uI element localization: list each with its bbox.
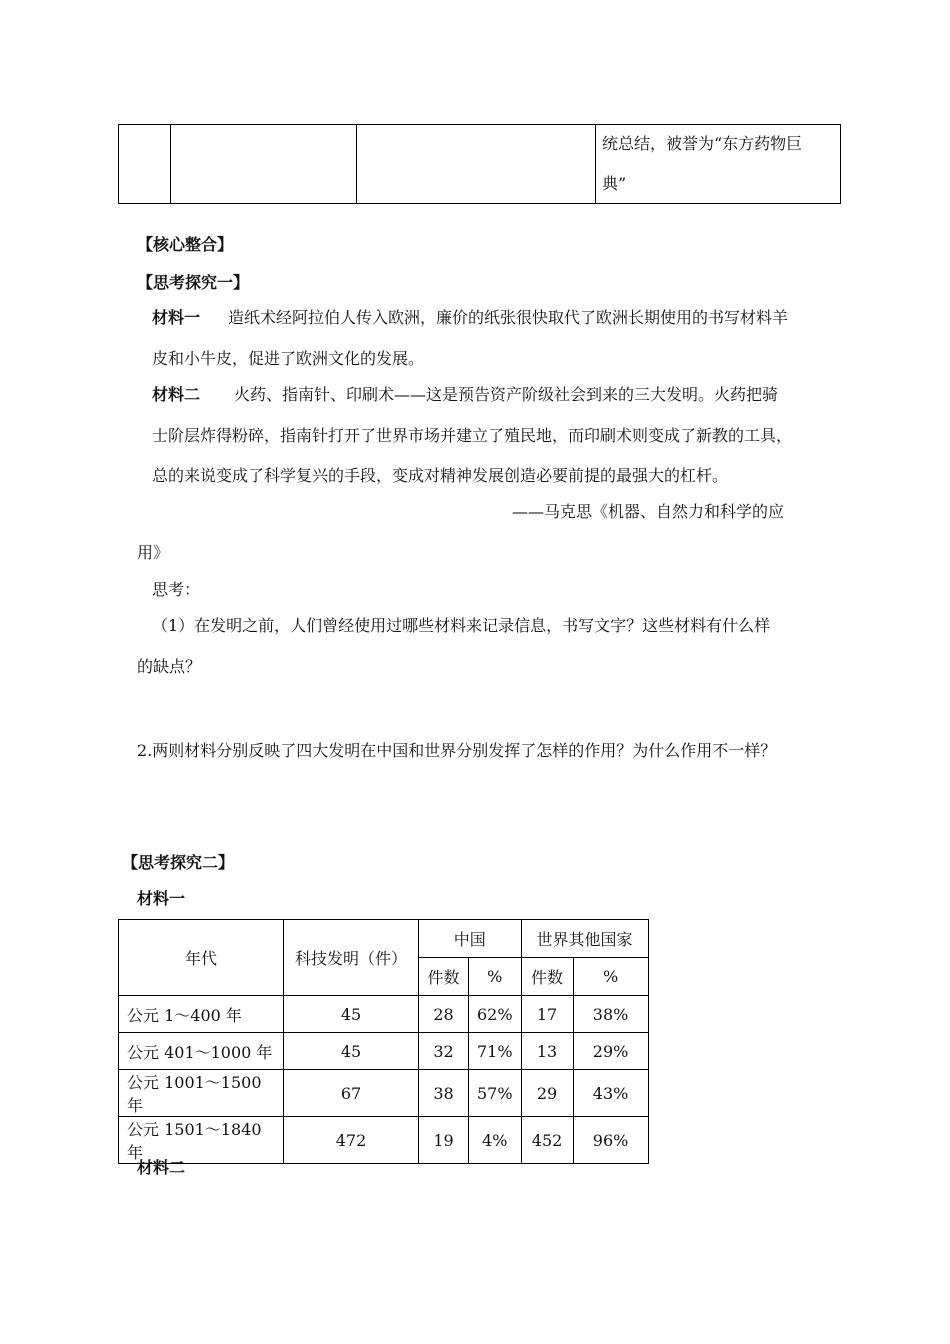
- material2-label: 材料二: [152, 385, 201, 404]
- question-1-cont: 的缺点？: [137, 657, 202, 676]
- material1-text-line: 皮和小牛皮，促进了欧洲文化的发展。: [152, 349, 425, 368]
- era-cell: 公元 1001～1500 年: [119, 1070, 284, 1117]
- total-cell: 45: [284, 1033, 419, 1070]
- quote-source-cont: 用》: [137, 543, 170, 562]
- table-row: [119, 1117, 649, 1164]
- china-count-cell: 28: [419, 996, 469, 1033]
- china-percent-cell: 71%: [469, 1033, 522, 1070]
- table-row: [119, 1070, 649, 1117]
- others-count-cell: 13: [521, 1033, 573, 1070]
- material1-text-line: 造纸术经阿拉伯人传入欧洲，廉价的纸张很快取代了欧洲长期使用的书写材料羊: [228, 308, 789, 327]
- others-percent-cell: 43%: [573, 1070, 648, 1117]
- others-count-cell: 452: [521, 1117, 573, 1164]
- others-percent-cell: 96%: [573, 1117, 648, 1164]
- others-percent-cell: 29%: [573, 1033, 648, 1070]
- header-percent: %: [469, 958, 522, 996]
- header-count: 件数: [419, 958, 469, 996]
- material-one-label: 材料一: [137, 889, 186, 908]
- table-row: [119, 996, 649, 1033]
- total-cell: 45: [284, 996, 419, 1033]
- think-label: 思考：: [152, 580, 201, 599]
- others-percent-cell: 38%: [573, 996, 648, 1033]
- others-count-cell: 17: [521, 996, 573, 1033]
- core-heading: 【核心整合】: [137, 235, 234, 254]
- continued-cell-text: [602, 124, 832, 204]
- era-cell: 公元 1～400 年: [119, 996, 284, 1033]
- table-divider: [595, 125, 596, 203]
- era-cell: 公元 401～1000 年: [119, 1033, 284, 1070]
- era-cell: 公元 1501～1840 年: [119, 1117, 284, 1164]
- cell-line: 典”: [602, 174, 627, 193]
- total-cell: 472: [284, 1117, 419, 1164]
- table-divider: [356, 125, 357, 203]
- material2-text-line: 士阶层炸得粉碎，指南针打开了世界市场并建立了殖民地，而印刷术则变成了新教的工具，: [152, 426, 793, 445]
- table-row: [119, 1033, 649, 1070]
- china-count-cell: 38: [419, 1070, 469, 1117]
- inquiry2-heading: 【思考探究二】: [122, 853, 235, 872]
- question-2: 2.两则材料分别反映了四大发明在中国和世界分别发挥了怎样的作用？为什么作用不一样？: [137, 741, 777, 760]
- inventions-table: [118, 919, 649, 1164]
- china-percent-cell: 62%: [469, 996, 522, 1033]
- header-china: 中国: [419, 920, 522, 958]
- inquiry1-heading: 【思考探究一】: [137, 273, 250, 292]
- china-percent-cell: 4%: [469, 1117, 522, 1164]
- header-others: 世界其他国家: [521, 920, 648, 958]
- material-two-label: 材料二: [137, 1158, 186, 1177]
- material1-label: 材料一: [152, 308, 201, 327]
- cell-line: 统总结，被誉为“东方药物巨: [602, 134, 803, 153]
- material2-text-line: 总的来说变成了科学复兴的手段，变成对精神发展创造必要前提的最强大的杠杆。: [152, 466, 729, 485]
- header-count: 件数: [521, 958, 573, 996]
- quote-source: ——马克思《机器、自然力和科学的应: [512, 502, 785, 521]
- header-inventions: 科技发明（件）: [284, 920, 419, 996]
- table-divider: [170, 125, 171, 203]
- question-1: （1）在发明之前，人们曾经使用过哪些材料来记录信息，书写文字？这些材料有什么样: [152, 616, 771, 635]
- china-count-cell: 32: [419, 1033, 469, 1070]
- china-count-cell: 19: [419, 1117, 469, 1164]
- china-percent-cell: 57%: [469, 1070, 522, 1117]
- total-cell: 67: [284, 1070, 419, 1117]
- others-count-cell: 29: [521, 1070, 573, 1117]
- material2-text-line: 火药、指南针、印刷术——这是预告资产阶级社会到来的三大发明。火药把骑: [234, 385, 779, 404]
- header-era: 年代: [119, 920, 284, 996]
- header-percent: %: [573, 958, 648, 996]
